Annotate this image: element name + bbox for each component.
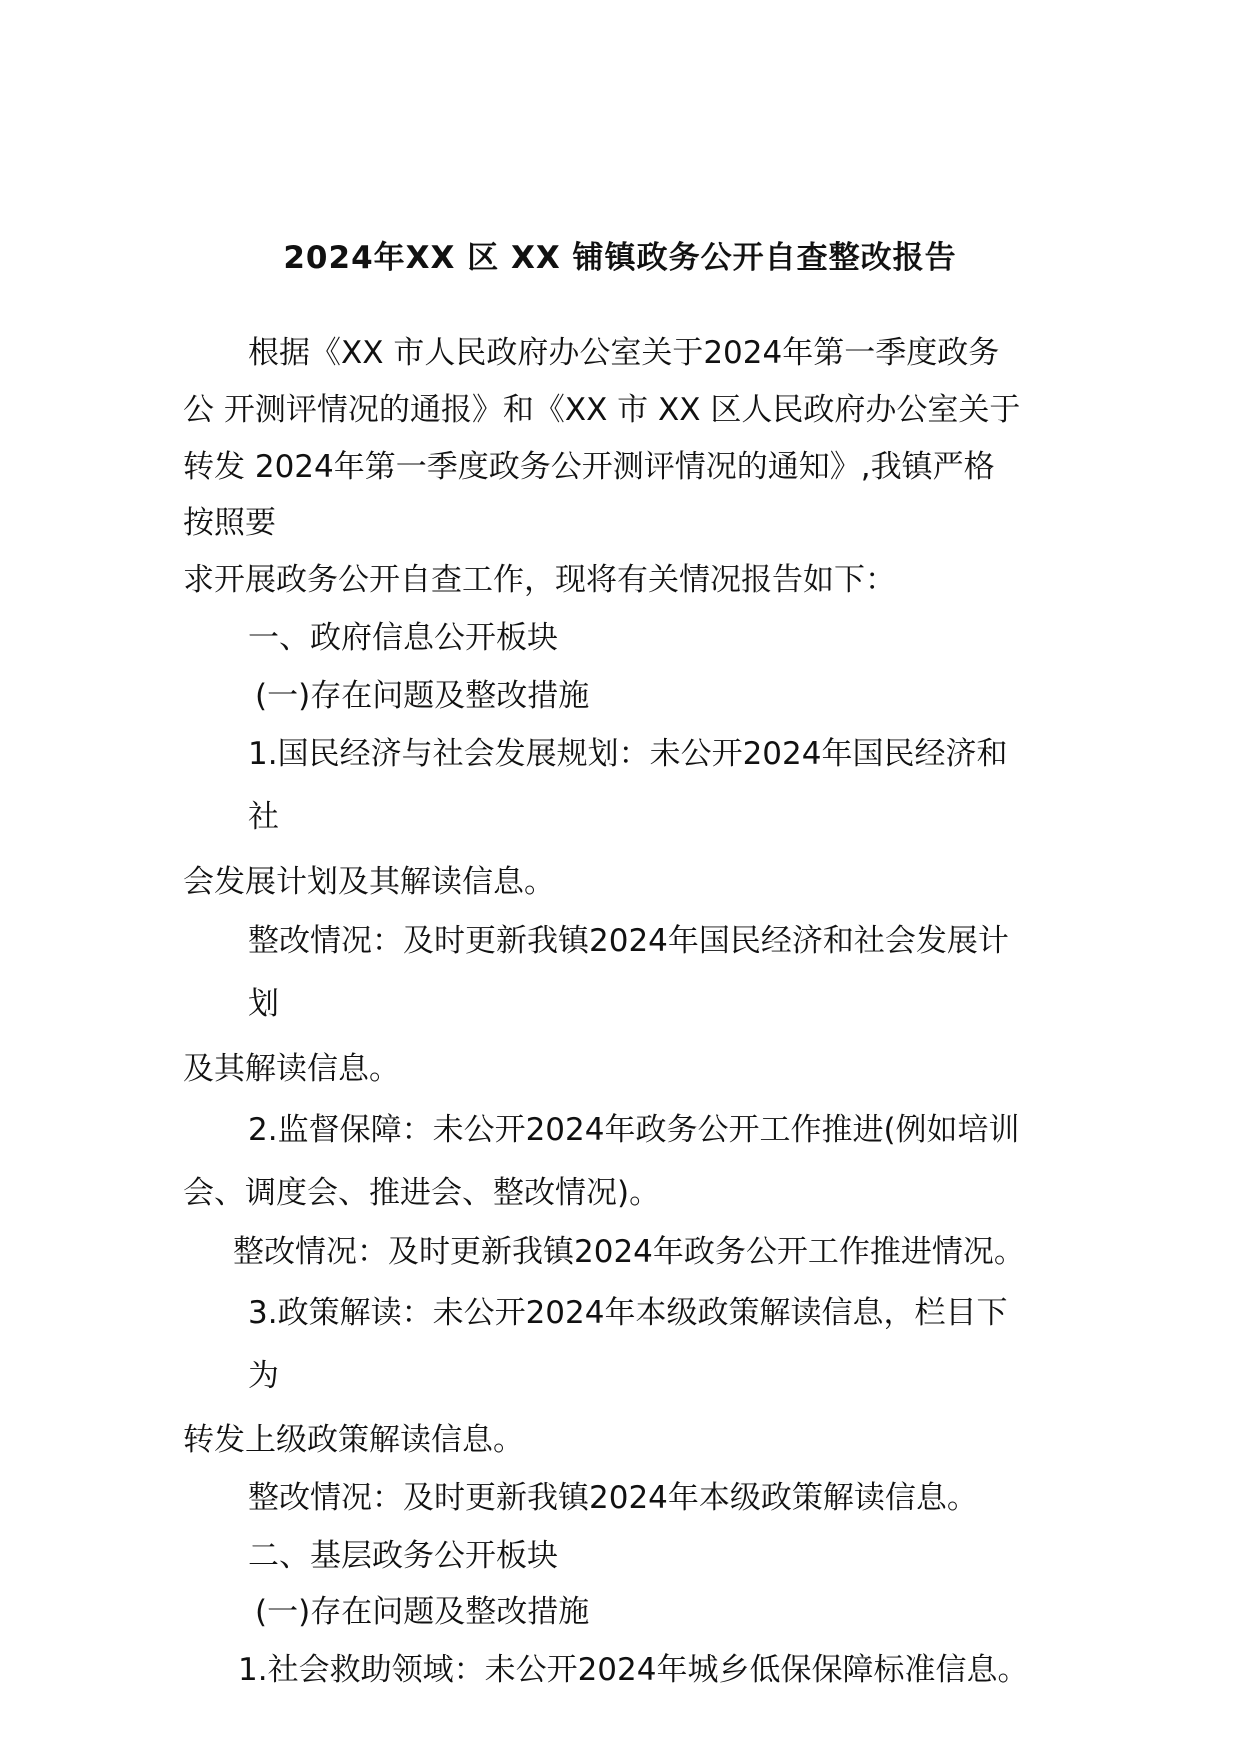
- subsection-heading: (一)存在问题及整改措施: [255, 1594, 590, 1630]
- paragraph-line: 转发上级政策解读信息。: [183, 1422, 524, 1458]
- paragraph-line: 求开展政务公开自查工作，现将有关情况报告如下：: [183, 562, 896, 598]
- paragraph-line: 公 开测评情况的通报》和《XX 市 XX 区人民政府办公室关于: [183, 392, 1021, 428]
- paragraph-line: 为: [248, 1358, 279, 1394]
- paragraph-line: 会、调度会、推进会、整改情况)。: [183, 1175, 661, 1211]
- paragraph-line: 整改情况：及时更新我镇2024年国民经济和社会发展计: [248, 923, 1009, 959]
- section-heading: 二、基层政务公开板块: [248, 1538, 558, 1574]
- subsection-heading: (一)存在问题及整改措施: [255, 678, 590, 714]
- paragraph-line: 2.监督保障：未公开2024年政务公开工作推进(例如培训: [248, 1112, 1020, 1148]
- paragraph-line: 3.政策解读：未公开2024年本级政策解读信息，栏目下: [248, 1295, 1008, 1331]
- section-heading: 一、政府信息公开板块: [248, 620, 558, 656]
- paragraph-line: 社: [248, 799, 279, 835]
- paragraph-line: 会发展计划及其解读信息。: [183, 864, 555, 900]
- paragraph-line: 1.社会救助领域：未公开2024年城乡低保保障标准信息。: [238, 1652, 1029, 1688]
- paragraph-line: 1.国民经济与社会发展规划：未公开2024年国民经济和: [248, 736, 1008, 772]
- paragraph-line: 及其解读信息。: [183, 1051, 400, 1087]
- paragraph-line: 划: [248, 986, 279, 1022]
- paragraph-line: 根据《XX 市人民政府办公室关于2024年第一季度政务: [248, 335, 1000, 371]
- paragraph-line: 转发 2024年第一季度政务公开测评情况的通知》,我镇严格: [183, 449, 995, 485]
- paragraph-line: 整改情况：及时更新我镇2024年本级政策解读信息。: [248, 1480, 978, 1516]
- paragraph-line: 整改情况：及时更新我镇2024年政务公开工作推进情况。: [233, 1234, 1025, 1270]
- document-title: 2024年XX 区 XX 铺镇政务公开自查整改报告: [283, 240, 957, 276]
- paragraph-line: 按照要: [183, 505, 276, 541]
